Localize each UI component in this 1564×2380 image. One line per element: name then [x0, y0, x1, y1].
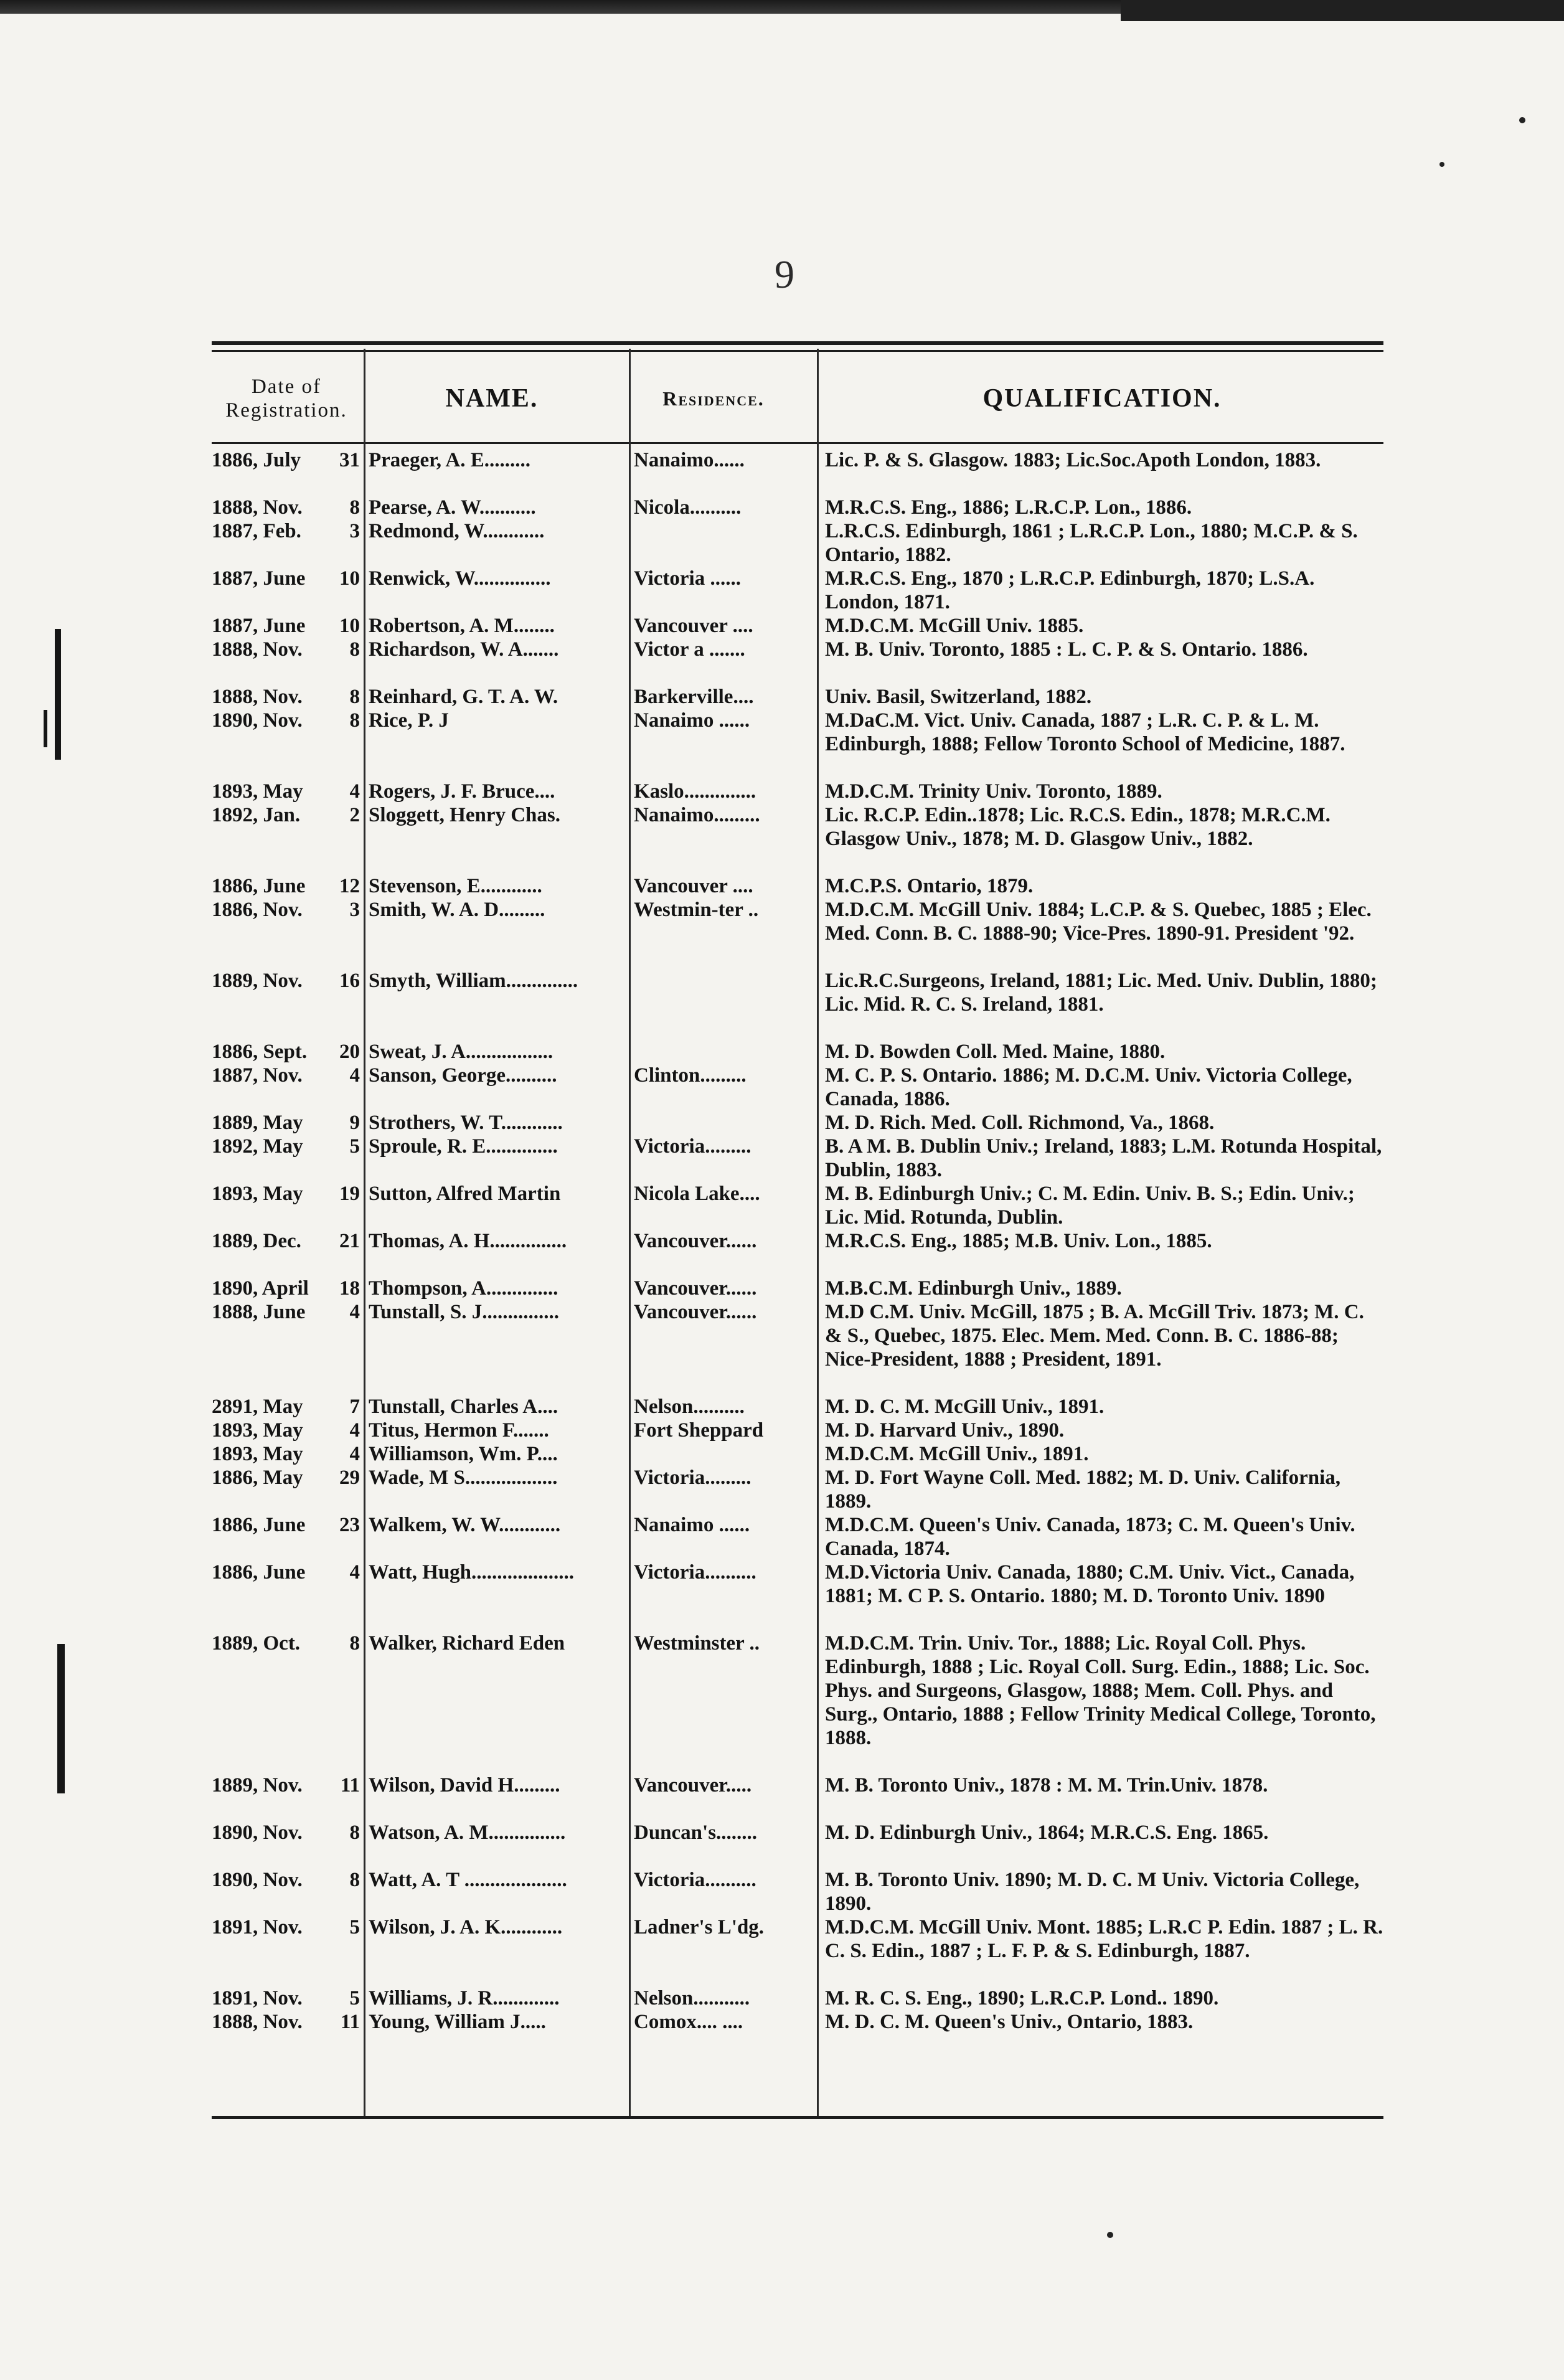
- date-cell: 2891, May: [212, 1395, 303, 1418]
- name-cell: Sloggett, Henry Chas.: [369, 804, 560, 826]
- table-row: [212, 1229, 1383, 1277]
- date-cell: 1888, Nov.: [212, 638, 303, 661]
- name-cell: Robertson, A. M........: [369, 615, 555, 637]
- qualification-cell: M. D. C. M. McGill Univ., 1891.: [825, 1395, 1105, 1418]
- name-cell: Thomas, A. H...............: [369, 1230, 567, 1252]
- residence-cell: Nanaimo.........: [634, 804, 760, 826]
- qualification-cell: M. D. Rich. Med. Coll. Richmond, Va., 1868.: [825, 1112, 1215, 1134]
- residence-cell: Nicola Lake....: [634, 1183, 760, 1205]
- name-cell: Williams, J. R.............: [369, 1987, 560, 2009]
- day-cell: 8: [349, 709, 360, 732]
- qualification-cell: M.R.C.S. Eng., 1885; M.B. Univ. Lon., 1885.: [825, 1230, 1212, 1252]
- day-cell: 4: [349, 780, 360, 803]
- header-name: NAME.: [445, 384, 539, 413]
- table-row: [212, 685, 1383, 709]
- day-cell: 4: [349, 1561, 360, 1584]
- name-cell: Redmond, W............: [369, 520, 545, 542]
- name-cell: Tunstall, Charles A....: [369, 1395, 558, 1418]
- name-cell: Stevenson, E............: [369, 875, 542, 897]
- table-row: [212, 1561, 1383, 1632]
- date-cell: 1887, Nov.: [212, 1064, 303, 1087]
- date-cell: 1887, June: [212, 567, 306, 590]
- table-row: [212, 1300, 1383, 1395]
- residence-cell: Vancouver......: [634, 1277, 757, 1300]
- residence-cell: Nanaimo ......: [634, 709, 750, 732]
- residence-cell: Duncan's........: [634, 1821, 758, 1844]
- day-cell: 19: [339, 1183, 360, 1205]
- speck: [1107, 2232, 1113, 2238]
- date-cell: 1889, Dec.: [212, 1230, 301, 1252]
- table-row: [212, 1632, 1383, 1773]
- date-cell: 1890, Nov.: [212, 1869, 303, 1891]
- name-cell: Renwick, W...............: [369, 567, 551, 590]
- name-cell: Wade, M S..................: [369, 1466, 558, 1489]
- qualification-cell: M. D. C. M. Queen's Univ., Ontario, 1883.: [825, 2011, 1194, 2033]
- name-cell: Wilson, David H.........: [369, 1774, 560, 1797]
- name-cell: Walkem, W. W............: [369, 1514, 561, 1536]
- table-row: [212, 1419, 1383, 1442]
- day-cell: 12: [339, 875, 360, 897]
- residence-cell: Vancouver......: [634, 1230, 757, 1252]
- qualification-cell: M.D.C.M. McGill Univ. 1884; L.C.P. & S. Quebec, 1885 ; Elec. Med. Conn. B. C. 1888-90; Vice-Pres. 1890-91. President '92.: [825, 899, 1372, 945]
- page-number: 9: [775, 252, 794, 296]
- date-cell: 1892, May: [212, 1135, 303, 1158]
- residence-cell: Vancouver ....: [634, 875, 753, 897]
- name-cell: Sweat, J. A.................: [369, 1041, 554, 1063]
- residence-cell: Victoria..........: [634, 1561, 756, 1584]
- residence-cell: Nicola..........: [634, 496, 742, 519]
- date-cell: 1891, Nov.: [212, 1916, 303, 1938]
- name-cell: Rice, P. J: [369, 709, 449, 732]
- table-row: [212, 780, 1383, 803]
- qualification-cell: M. C. P. S. Ontario. 1886; M. D.C.M. Univ. Victoria College, Canada, 1886.: [825, 1064, 1352, 1110]
- date-cell: 1893, May: [212, 1443, 303, 1465]
- day-cell: 8: [349, 686, 360, 708]
- table-row: [212, 1773, 1383, 1821]
- qualification-cell: M.D.C.M. Queen's Univ. Canada, 1873; C. M. Queen's Univ. Canada, 1874.: [825, 1514, 1355, 1560]
- header-qualification: QUALIFICATION.: [982, 384, 1222, 413]
- qualification-cell: M.D C.M. Univ. McGill, 1875 ; B. A. McGill Triv. 1873; M. C. & S., Quebec, 1875. Elec. Mem. Med. Conn. B. C. 1886-88; Nice-President, 1888 ; President, 1891.: [825, 1301, 1364, 1371]
- residence-cell: Nelson..........: [634, 1395, 745, 1418]
- date-cell: 1893, May: [212, 780, 303, 803]
- date-cell: 1889, Nov.: [212, 970, 303, 992]
- qualification-cell: M. B. Univ. Toronto, 1885 : L. C. P. & S. Ontario. 1886.: [825, 638, 1308, 661]
- residence-cell: Nelson...........: [634, 1987, 750, 2009]
- name-cell: Young, William J.....: [369, 2011, 546, 2033]
- date-cell: 1889, May: [212, 1112, 303, 1134]
- table-row: [212, 638, 1383, 685]
- date-cell: 1887, June: [212, 615, 306, 637]
- table-row: [212, 898, 1383, 969]
- residence-cell: Victoria.........: [634, 1135, 751, 1158]
- qualification-cell: Univ. Basil, Switzerland, 1882.: [825, 686, 1092, 708]
- table-row: [212, 709, 1383, 780]
- table-row: [212, 1064, 1383, 1111]
- qualification-cell: L.R.C.S. Edinburgh, 1861 ; L.R.C.P. Lon., 1880; M.C.P. & S. Ontario, 1882.: [825, 520, 1358, 566]
- day-cell: 29: [339, 1466, 360, 1489]
- day-cell: 5: [349, 1135, 360, 1158]
- qualification-cell: M.R.C.S. Eng., 1886; L.R.C.P. Lon., 1886.: [825, 496, 1192, 519]
- day-cell: 23: [339, 1514, 360, 1536]
- date-cell: 1886, July: [212, 449, 301, 471]
- table-row: [212, 969, 1383, 1040]
- date-cell: 1886, June: [212, 1514, 306, 1536]
- table-row: [212, 1868, 1383, 1915]
- header-residence: Residence.: [662, 387, 765, 410]
- name-cell: Thompson, A..............: [369, 1277, 558, 1300]
- qualification-cell: M.C.P.S. Ontario, 1879.: [825, 875, 1034, 897]
- day-cell: 2: [349, 804, 360, 826]
- name-cell: Williamson, Wm. P....: [369, 1443, 558, 1465]
- qualification-cell: M.R.C.S. Eng., 1870 ; L.R.C.P. Edinburgh, 1870; L.S.A. London, 1871.: [825, 567, 1315, 613]
- qualification-cell: B. A M. B. Dublin Univ.; Ireland, 1883; L.M. Rotunda Hospital, Dublin, 1883.: [825, 1135, 1382, 1181]
- day-cell: 8: [349, 1869, 360, 1891]
- name-cell: Sutton, Alfred Martin: [369, 1183, 561, 1205]
- residence-cell: Vancouver.....: [634, 1774, 752, 1797]
- table-row: [212, 567, 1383, 614]
- date-cell: 1886, Nov.: [212, 899, 303, 921]
- name-cell: Praeger, A. E.........: [369, 449, 530, 471]
- day-cell: 4: [349, 1443, 360, 1465]
- top-rule: [212, 341, 1383, 345]
- day-cell: 10: [339, 615, 360, 637]
- day-cell: 11: [340, 1774, 360, 1797]
- qualification-cell: M. B. Edinburgh Univ.; C. M. Edin. Univ. B. S.; Edin. Univ.; Lic. Mid. Rotunda, Dublin.: [825, 1183, 1355, 1229]
- day-cell: 8: [349, 638, 360, 661]
- day-cell: 9: [349, 1112, 360, 1134]
- table-row: [212, 2010, 1383, 2034]
- table-row: [212, 1395, 1383, 1419]
- date-cell: 1890, Nov.: [212, 709, 303, 732]
- residence-cell: Westmin-ter ..: [634, 899, 759, 921]
- speck: [1439, 162, 1444, 167]
- qualification-cell: M.D.C.M. McGill Univ. 1885.: [825, 615, 1084, 637]
- table-row: [212, 1821, 1383, 1868]
- residence-cell: Victoria.........: [634, 1466, 751, 1489]
- qualification-cell: M.D.C.M. McGill Univ. Mont. 1885; L.R.C P. Edin. 1887 ; L. R. C. S. Edin., 1887 ; L. F. P. & S. Edinburgh, 1887.: [825, 1916, 1383, 1962]
- table-row: [212, 1182, 1383, 1229]
- scan-border: [1121, 0, 1564, 21]
- table-row: [212, 1513, 1383, 1561]
- day-cell: 3: [349, 520, 360, 542]
- date-cell: 1886, Sept.: [212, 1041, 308, 1063]
- registration-table: [212, 349, 1383, 2111]
- bottom-rule: [212, 2116, 1383, 2119]
- residence-cell: Comox.... ....: [634, 2011, 743, 2033]
- date-cell: 1891, Nov.: [212, 1987, 303, 2009]
- residence-cell: Vancouver ....: [634, 615, 753, 637]
- date-cell: 1893, May: [212, 1419, 303, 1442]
- name-cell: Rogers, J. F. Bruce....: [369, 780, 555, 803]
- table-row: [212, 519, 1383, 567]
- date-cell: 1886, June: [212, 875, 306, 897]
- day-cell: 4: [349, 1419, 360, 1442]
- date-cell: 1890, Nov.: [212, 1821, 303, 1844]
- name-cell: Watt, Hugh....................: [369, 1561, 575, 1584]
- residence-cell: Vancouver......: [634, 1301, 757, 1323]
- edge-mark: [55, 629, 61, 760]
- date-cell: 1888, Nov.: [212, 2011, 303, 2033]
- table-row: [212, 448, 1383, 496]
- table-row: [212, 1986, 1383, 2010]
- table-row: [212, 1915, 1383, 1986]
- date-cell: 1886, June: [212, 1561, 306, 1584]
- residence-cell: Barkerville....: [634, 686, 754, 708]
- name-cell: Smith, W. A. D.........: [369, 899, 545, 921]
- name-cell: Tunstall, S. J...............: [369, 1301, 559, 1323]
- table-row: [212, 1111, 1383, 1135]
- qualification-cell: Lic. R.C.P. Edin..1878; Lic. R.C.S. Edin., 1878; M.R.C.M. Glasgow Univ., 1878; M. D. Glasgow Univ., 1882.: [825, 804, 1331, 850]
- day-cell: 5: [349, 1916, 360, 1938]
- table-row: [212, 1466, 1383, 1513]
- qualification-cell: M. D. Fort Wayne Coll. Med. 1882; M. D. Univ. California, 1889.: [825, 1466, 1340, 1513]
- day-cell: 4: [349, 1301, 360, 1323]
- qualification-cell: Lic. P. & S. Glasgow. 1883; Lic.Soc.Apoth London, 1883.: [825, 449, 1321, 471]
- day-cell: 21: [339, 1230, 360, 1252]
- day-cell: 11: [340, 2011, 360, 2033]
- table-row: [212, 1277, 1383, 1300]
- edge-mark: [57, 1644, 65, 1793]
- name-cell: Smyth, William..............: [369, 970, 578, 992]
- table-body: [212, 448, 1383, 2034]
- name-cell: Richardson, W. A.......: [369, 638, 559, 661]
- qualification-cell: Lic.R.C.Surgeons, Ireland, 1881; Lic. Med. Univ. Dublin, 1880; Lic. Mid. R. C. S. Ireland, 1881.: [825, 970, 1377, 1016]
- day-cell: 8: [349, 1632, 360, 1655]
- table-row: [212, 1442, 1383, 1466]
- day-cell: 20: [339, 1041, 360, 1063]
- name-cell: Reinhard, G. T. A. W.: [369, 686, 558, 708]
- day-cell: 31: [339, 449, 360, 471]
- day-cell: 10: [339, 567, 360, 590]
- residence-cell: Victoria..........: [634, 1869, 756, 1891]
- day-cell: 5: [349, 1987, 360, 2009]
- table-row: [212, 1135, 1383, 1182]
- edge-mark: [44, 710, 47, 747]
- day-cell: 16: [339, 970, 360, 992]
- name-cell: Walker, Richard Eden: [369, 1632, 565, 1655]
- residence-cell: Nanaimo ......: [634, 1514, 750, 1536]
- qualification-cell: M.B.C.M. Edinburgh Univ., 1889.: [825, 1277, 1122, 1300]
- qualification-cell: M.D.Victoria Univ. Canada, 1880; C.M. Univ. Vict., Canada, 1881; M. C P. S. Ontario. 1880; M. D. Toronto Univ. 1890: [825, 1561, 1355, 1607]
- name-cell: Pearse, A. W...........: [369, 496, 536, 519]
- qualification-cell: M.D.C.M. McGill Univ., 1891.: [825, 1443, 1089, 1465]
- date-cell: 1888, Nov.: [212, 686, 303, 708]
- table-row: [212, 874, 1383, 898]
- day-cell: 8: [349, 1821, 360, 1844]
- table-row: [212, 496, 1383, 519]
- day-cell: 7: [349, 1395, 360, 1418]
- residence-cell: Fort Sheppard: [634, 1419, 764, 1442]
- qualification-cell: M. D. Bowden Coll. Med. Maine, 1880.: [825, 1041, 1166, 1063]
- name-cell: Sanson, George..........: [369, 1064, 557, 1087]
- name-cell: Strothers, W. T............: [369, 1112, 563, 1134]
- residence-cell: Kaslo..............: [634, 780, 756, 803]
- date-cell: 1888, June: [212, 1301, 306, 1323]
- date-cell: 1888, Nov.: [212, 496, 303, 519]
- day-cell: 8: [349, 496, 360, 519]
- residence-cell: Westminster ..: [634, 1632, 760, 1655]
- residence-cell: Ladner's L'dg.: [634, 1916, 765, 1938]
- qualification-cell: M. B. Toronto Univ. 1890; M. D. C. M Univ. Victoria College, 1890.: [825, 1869, 1360, 1915]
- name-cell: Watt, A. T ....................: [369, 1869, 567, 1891]
- day-cell: 3: [349, 899, 360, 921]
- residence-cell: Victor a .......: [634, 638, 745, 661]
- qualification-cell: M. R. C. S. Eng., 1890; L.R.C.P. Lond.. 1890.: [825, 1987, 1219, 2009]
- qualification-cell: M.D.C.M. Trin. Univ. Tor., 1888; Lic. Royal Coll. Phys. Edinburgh, 1888 ; Lic. Royal Coll. Surg. Edin., 1888; Lic. Soc. Phys. and Surgeons, Glasgow, 1888; Mem. Coll. Phys. and Surg., Ontario, 1888 ; Fellow Trinity Medical College, Toronto, 1888.: [825, 1632, 1376, 1749]
- qualification-cell: M. B. Toronto Univ., 1878 : M. M. Trin.Univ. 1878.: [825, 1774, 1268, 1797]
- header-date: Date of Registration.: [225, 375, 347, 422]
- date-cell: 1887, Feb.: [212, 520, 301, 542]
- residence-cell: Victoria ......: [634, 567, 741, 590]
- name-cell: Watson, A. M...............: [369, 1821, 566, 1844]
- date-cell: 1892, Jan.: [212, 804, 301, 826]
- qualification-cell: M.DaC.M. Vict. Univ. Canada, 1887 ; L.R. C. P. & L. M. Edinburgh, 1888; Fellow Toronto School of Medicine, 1887.: [825, 709, 1345, 755]
- date-cell: 1889, Nov.: [212, 1774, 303, 1797]
- residence-cell: Clinton.........: [634, 1064, 747, 1087]
- table-row: [212, 1040, 1383, 1064]
- date-cell: 1890, April: [212, 1277, 309, 1300]
- residence-cell: Nanaimo......: [634, 449, 745, 471]
- day-cell: 4: [349, 1064, 360, 1087]
- day-cell: 18: [339, 1277, 360, 1300]
- name-cell: Titus, Hermon F.......: [369, 1419, 549, 1442]
- name-cell: Sproule, R. E..............: [369, 1135, 558, 1158]
- date-cell: 1886, May: [212, 1466, 303, 1489]
- qualification-cell: M. D. Edinburgh Univ., 1864; M.R.C.S. Eng. 1865.: [825, 1821, 1269, 1844]
- name-cell: Wilson, J. A. K............: [369, 1916, 563, 1938]
- qualification-cell: M. D. Harvard Univ., 1890.: [825, 1419, 1065, 1442]
- date-cell: 1893, May: [212, 1183, 303, 1205]
- speck: [1519, 117, 1525, 123]
- table-row: [212, 614, 1383, 638]
- table-row: [212, 803, 1383, 874]
- date-cell: 1889, Oct.: [212, 1632, 301, 1655]
- qualification-cell: M.D.C.M. Trinity Univ. Toronto, 1889.: [825, 780, 1162, 803]
